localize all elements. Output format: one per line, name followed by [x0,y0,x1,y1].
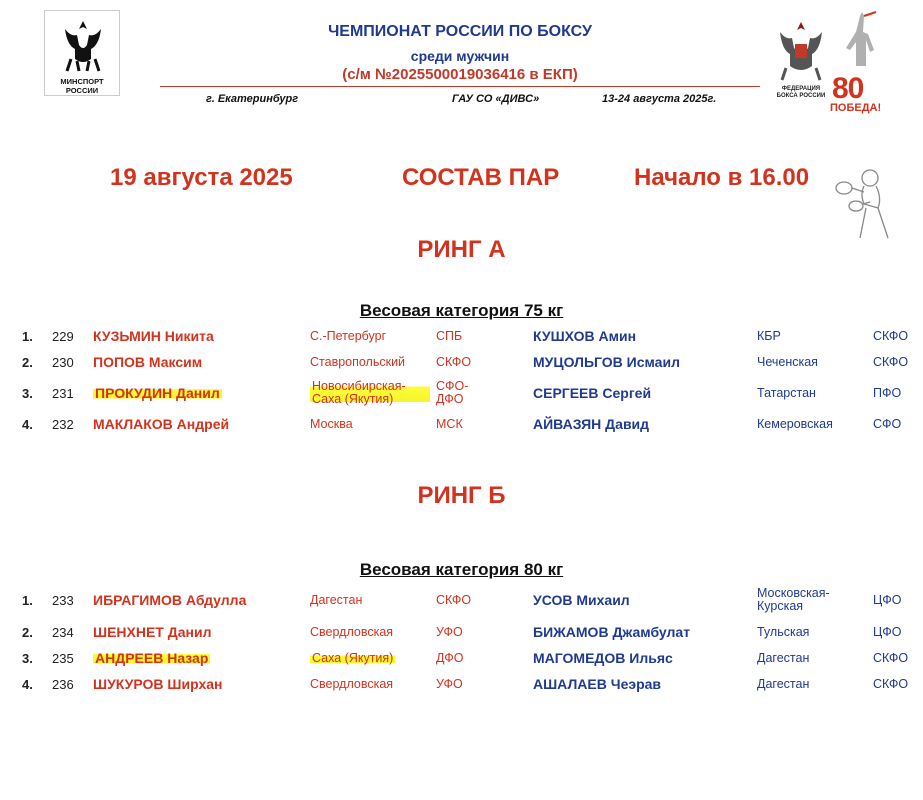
bout-index: 3. [22,650,33,666]
blue-corner-district: СКФО [873,355,909,369]
motherland-statue-icon [830,10,890,74]
red-corner-name: ПОПОВ Максим [93,354,203,370]
bout-row [0,671,923,697]
bout-row [0,411,923,437]
ring-b-weight-category: Весовая категория 80 кг [359,560,564,579]
bout-row [0,323,923,349]
bout-number: 230 [52,354,74,370]
event-venue: ГАУ СО «ДИВС» [452,93,540,105]
blue-corner-name: БИЖАМОВ Джамбулат [533,624,691,640]
bout-row [0,584,923,616]
victory-80-text: ПОБЕДА! [830,102,882,114]
red-corner-name [93,377,298,409]
event-dates: 13-24 августа 2025г. [602,93,717,105]
red-corner-name: МАКЛАКОВ Андрей [93,416,230,432]
bout-number: 231 [52,385,74,401]
bout-index: 1. [22,592,33,608]
highlighted-name: АНДРЕЕВ Назар [95,650,209,666]
blue-corner-district: СКФО [873,677,909,691]
bout-index: 2. [22,624,33,640]
federation-eagle-icon [770,14,832,84]
blue-corner-region: КБР [757,328,781,343]
bout-row [0,377,923,409]
logo-left-line1: МИНСПОРТ [60,77,104,86]
red-corner-region [310,377,430,409]
blue-corner-name: МУЦОЛЬГОВ Исмаил [533,354,680,370]
championship-ekp-number: (с/м №2025500019036416 в ЕКП) [342,66,578,83]
red-corner-name: ИБРАГИМОВ Абдулла [93,592,247,608]
boxing-federation-logo [770,14,832,98]
red-corner-name: КУЗЬМИН Никита [93,328,214,344]
red-corner-district: МСК [436,416,463,431]
bout-index: 3. [22,385,33,401]
event-city: г. Екатеринбург [206,93,299,105]
red-corner-region: Ставропольский [310,354,406,369]
championship-subtitle: среди мужчин [410,48,510,64]
blue-corner-region: Татарстан [757,385,816,400]
blue-corner-name: АШАЛАЕВ Чеэрав [533,676,662,692]
victory-80-number: 80 [832,72,864,105]
minsport-logo [44,10,120,96]
bout-index: 4. [22,416,33,432]
page-title: СОСТАВ ПАР [402,164,560,191]
bout-number: 234 [52,624,74,640]
blue-corner-district: СКФО [873,329,909,343]
bout-row [0,619,923,645]
boxer-sketch-icon [830,164,892,240]
ring-a-title: РИНГ А [417,236,506,263]
red-corner-district: СПБ [436,328,463,343]
blue-corner-region: Дагестан [757,650,810,665]
red-corner-district: СКФО [436,354,472,369]
blue-corner-district: ЦФО [873,625,902,639]
bout-index: 4. [22,676,33,692]
logo-left-line2: РОССИИ [65,86,99,95]
blue-corner-region: Чеченская [757,354,818,369]
red-corner-district: ДФО [436,650,464,665]
red-corner-district: СКФО [436,592,472,607]
red-corner-region [310,645,430,671]
ring-b-title: РИНГ Б [417,482,506,509]
blue-corner-district: ЦФО [873,593,902,607]
blue-corner-name: КУШХОВ Амин [533,328,637,344]
blue-corner-region: Тульская [757,624,810,639]
bout-number: 229 [52,328,74,344]
logo-right-line1: ФЕДЕРАЦИЯ [781,86,821,92]
bout-date: 19 августа 2025 [110,164,293,191]
red-corner-name: ШЕНХНЕТ Данил [93,624,212,640]
bout-row [0,349,923,375]
red-corner-region: С.-Петербург [310,328,387,343]
bout-number: 236 [52,676,74,692]
blue-corner-name: МАГОМЕДОВ Ильяс [533,650,673,666]
blue-corner-name: СЕРГЕЕВ Сергей [533,385,652,401]
bout-number: 235 [52,650,74,666]
red-corner-name [93,645,298,671]
red-corner-name: ШУКУРОВ Ширхан [93,676,223,692]
red-corner-district: СФО-ДФО [436,379,469,406]
highlighted-name: ПРОКУДИН Данил [95,385,220,401]
blue-corner-region: Московская-Курская [757,586,830,613]
highlighted-region: Саха (Якутия) [312,650,394,665]
header-divider [160,86,760,87]
victory-80-logo [830,10,890,114]
red-corner-region: Свердловская [310,624,394,639]
red-corner-region: Дагестан [310,592,363,607]
blue-corner-district: СКФО [873,651,909,665]
championship-title: ЧЕМПИОНАТ РОССИИ ПО БОКСУ [328,23,592,40]
blue-corner-district: СФО [873,417,902,431]
red-corner-region: Москва [310,416,353,431]
start-time: Начало в 16.00 [634,164,810,191]
bout-index: 2. [22,354,33,370]
blue-corner-region: Дагестан [757,676,810,691]
eagle-emblem-icon [57,15,109,75]
bout-number: 233 [52,592,74,608]
bout-row [0,645,923,671]
bout-index: 1. [22,328,33,344]
ring-a-weight-category: Весовая категория 75 кг [359,301,564,320]
logo-right-line2: БОКСА РОССИИ [776,93,826,99]
blue-corner-district: ПФО [873,386,902,400]
blue-corner-region: Кемеровская [757,416,833,431]
highlighted-region: Новосибирская-Саха (Якутия) [310,380,430,406]
red-corner-region: Свердловская [310,676,394,691]
bout-number: 232 [52,416,74,432]
blue-corner-name: АЙВАЗЯН Давид [533,416,650,432]
red-corner-district: УФО [436,676,463,691]
red-corner-district: УФО [436,624,463,639]
blue-corner-name: УСОВ Михаил [533,592,630,608]
